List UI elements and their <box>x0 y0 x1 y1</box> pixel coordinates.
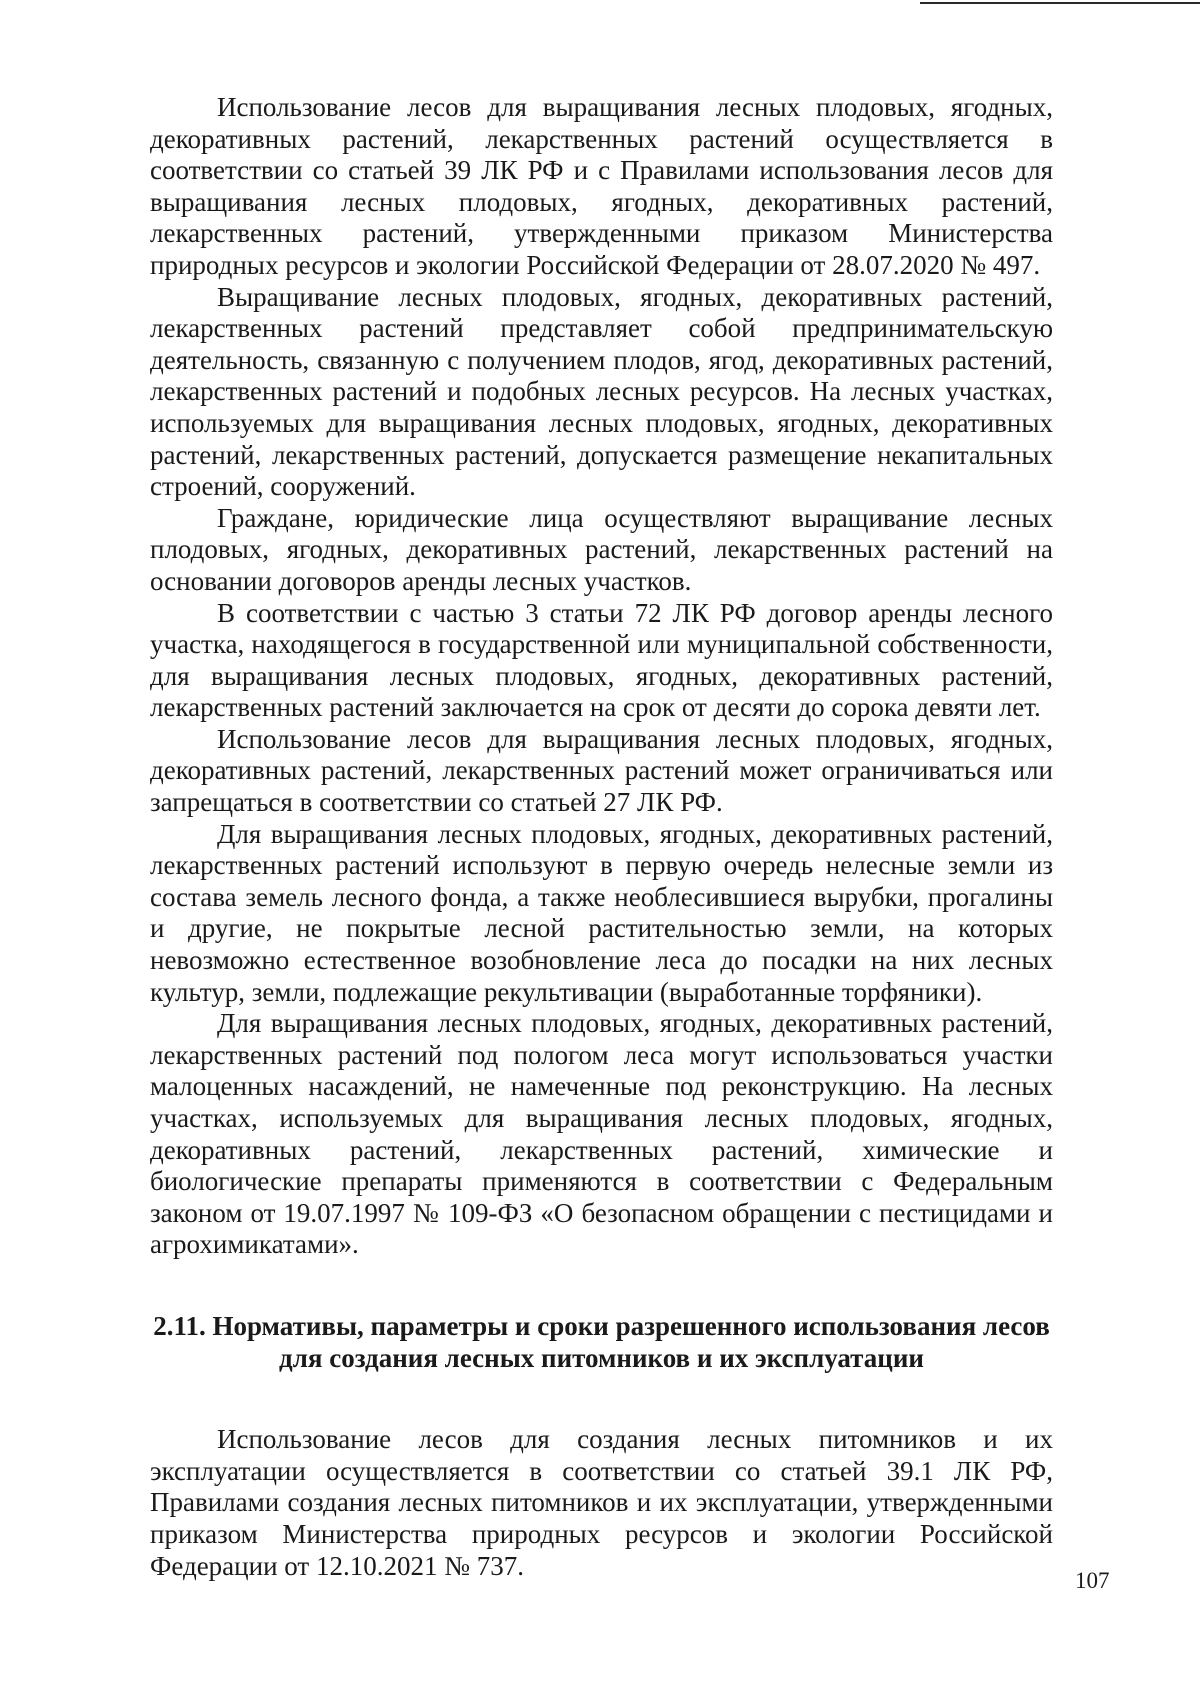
paragraph-cultivation-definition: Выращивание лесных плодовых, ягодных, декоративных растений, лекарственных растений представляет собой предпринимательскую деятельность, связанную с получением плодов, ягод, декоративных растений, лекарственных растений и подобных лесных ресурсов. На лесных участках, используемых для выращивания лесных плодовых, ягодных, декоративных растений, лекарственных растений, допускается размещение некапитальных строений, сооружений. <box>150 281 1053 502</box>
document-page <box>150 92 1053 1582</box>
page-number: 107 <box>1075 1568 1110 1593</box>
top-edge-rule <box>920 2 1200 4</box>
section-heading-2-11 <box>150 1311 1053 1374</box>
paragraph-canopy-use: Для выращивания лесных плодовых, ягодных, декоративных растений, лекарственных растений под пологом леса могут использоваться участки малоценных насаждений, не намеченные под реконструкцию. На лесных участках, используемых для выращивания лесных плодовых, ягодных, декоративных растений, лекарственных растений, химические и биологические препараты применяются в соответствии с Федеральным законом от 19.07.1997 № 109-ФЗ «О безопасном обращении с пестицидами и агрохимикатами». <box>150 1008 1053 1260</box>
paragraph-nursery-use: Использование лесов для создания лесных питомников и их эксплуатации осуществляется в соответствии со статьей 39.1 ЛК РФ, Правилами создания лесных питомников и их эксплуатации, утвержденными приказом Министерства природных ресурсов и экологии Российской Федерации от 12.10.2021 № 737. <box>150 1424 1053 1581</box>
paragraph-lease-term: В соответствии с частью 3 статьи 72 ЛК РФ договор аренды лесного участка, находящегося в государственной или муниципальной собственности, для выращивания лесных плодовых, ягодных, декоративных растений, лекарственных растений заключается на срок от десяти до сорока девяти лет. <box>150 597 1053 723</box>
paragraph-restrictions: Использование лесов для выращивания лесных плодовых, ягодных, декоративных растений, лекарственных растений может ограничиваться или запрещаться в соответствии со статьей 27 ЛК РФ. <box>150 723 1053 818</box>
section-heading-line-2: для создания лесных питомников и их эксплуатации <box>279 1342 924 1373</box>
paragraph-forest-use-basis: Использование лесов для выращивания лесных плодовых, ягодных, декоративных растений, лекарственных растений осуществляется в соответствии со статьей 39 ЛК РФ и с Правилами использования лесов для выращивания лесных плодовых, ягодных, декоративных растений, лекарственных растений, утвержденными приказом Министерства природных ресурсов и экологии Российской Федерации от 28.07.2020 № 497. <box>150 92 1053 280</box>
paragraph-lease-basis: Граждане, юридические лица осуществляют выращивание лесных плодовых, ягодных, декоративных растений, лекарственных растений на основании договоров аренды лесных участков. <box>150 502 1053 596</box>
section-heading-line-1: 2.11. Нормативы, параметры и сроки разрешенного использования лесов <box>153 1310 1050 1341</box>
paragraph-land-selection: Для выращивания лесных плодовых, ягодных, декоративных растений, лекарственных растений используют в первую очередь нелесные земли из состава земель лесного фонда, а также необлесившиеся вырубки, прогалины и другие, не покрытые лесной растительностью земли, на которых невозможно естественное возобновление леса до посадки на них лесных культур, земли, подлежащие рекультивации (выработанные торфяники). <box>150 818 1053 1007</box>
